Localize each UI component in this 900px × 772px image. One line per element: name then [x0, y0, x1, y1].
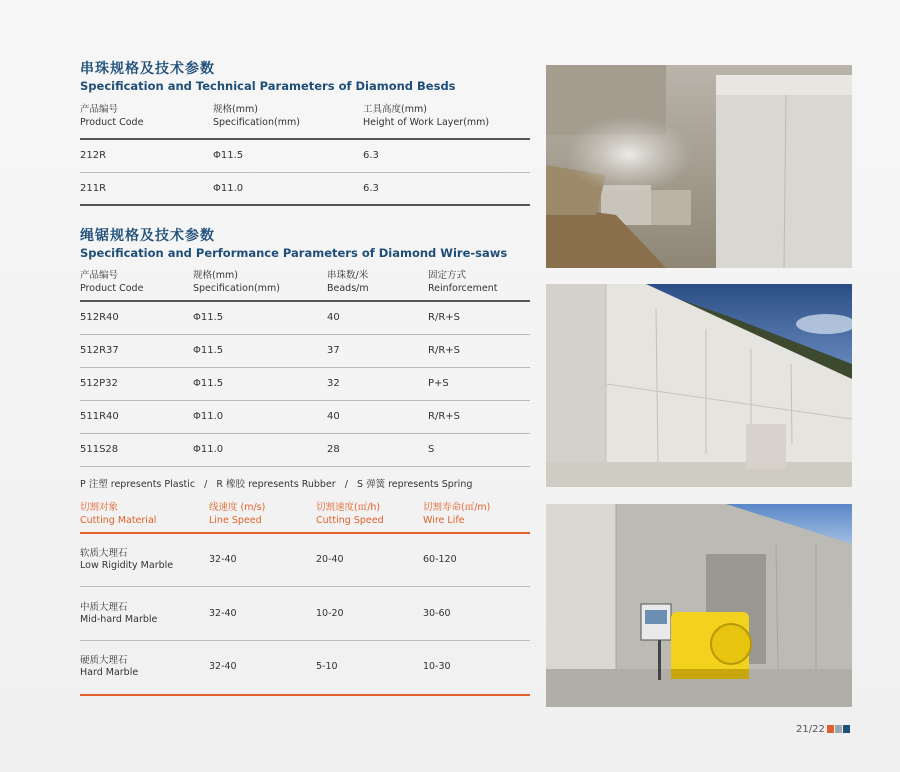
page-marker-blue	[843, 725, 850, 733]
header-cutting-material	[80, 501, 209, 533]
table-row	[80, 172, 530, 205]
table-cell: 32-40	[209, 553, 237, 565]
header-product-code	[80, 269, 193, 301]
material-name-en: Mid-hard Marble	[80, 613, 158, 625]
cutting-performance-table	[80, 501, 530, 696]
table-cell: 512P32	[80, 378, 118, 389]
table-cell: Φ11.5	[213, 150, 244, 162]
table-row	[80, 587, 530, 641]
wire-saw-machine-image	[546, 504, 852, 707]
header-label-en: Specification(mm)	[193, 283, 280, 294]
header-label-cn: 产品编号	[80, 104, 119, 115]
header-label-cn: 切割对象	[80, 501, 119, 513]
wiresaws-section-title-cn: 绳锯规格及技术参数	[80, 228, 215, 244]
table-cell: 512R37	[80, 345, 119, 356]
header-reinforcement	[428, 269, 530, 301]
table-cell: P+S	[428, 378, 449, 389]
table-cell: 211R	[80, 182, 107, 194]
table-cell: 511R40	[80, 411, 119, 422]
header-label-cn: 固定方式	[428, 270, 467, 281]
table-cell: 10-30	[423, 661, 451, 673]
header-label-en: Beads/m	[327, 283, 369, 294]
table-cell: 32	[327, 378, 340, 389]
header-beads-per-meter	[327, 269, 428, 301]
beads-section-title-cn: 串珠规格及技术参数	[80, 61, 215, 77]
header-label-en: Height of Work Layer(mm)	[363, 117, 490, 128]
header-label-en: Line Speed	[209, 514, 262, 526]
left-column	[80, 60, 530, 696]
material-name-en: Low Rigidity Marble	[80, 559, 174, 571]
header-label-en: Product Code	[80, 117, 144, 128]
table-cell: 20-40	[316, 553, 344, 565]
table-cell: 6.3	[363, 182, 379, 194]
header-specification	[193, 269, 327, 301]
quarry-cutting-image	[546, 65, 852, 268]
page-number: 21/22	[796, 724, 825, 735]
header-label-cn: 串珠数/米	[327, 270, 369, 281]
table-cell: R/R+S	[428, 312, 460, 324]
table-cell: R/R+S	[428, 345, 460, 356]
material-name-cn: 中质大理石	[80, 601, 128, 613]
material-name-en: Hard Marble	[80, 667, 139, 679]
header-label-cn: 线速度 (m/s)	[209, 501, 266, 513]
table-row	[80, 334, 530, 367]
beads-spec-table	[80, 103, 530, 206]
table-cell: Φ11.0	[193, 411, 224, 422]
header-label-en: Specification(mm)	[213, 117, 300, 128]
table-cell: 40	[327, 312, 340, 324]
material-cell	[80, 641, 209, 695]
table-cell: Φ11.5	[193, 312, 224, 324]
header-cutting-speed	[316, 501, 423, 533]
table-cell: 212R	[80, 150, 107, 162]
table-cell: 60-120	[423, 553, 457, 565]
header-wire-life	[423, 501, 530, 533]
page-marker-gray	[835, 725, 842, 733]
table-cell: 6.3	[363, 150, 379, 162]
table-cell: Φ11.0	[193, 444, 224, 455]
quarry-cutting-photo	[546, 65, 852, 268]
material-name-cn: 软质大理石	[80, 547, 128, 559]
table-row	[80, 139, 530, 172]
material-name-cn: 硬质大理石	[80, 655, 128, 667]
header-label-en: Cutting Speed	[316, 514, 384, 526]
header-label-cn: 规格(mm)	[213, 104, 258, 115]
table-row	[80, 641, 530, 695]
header-work-layer-height	[363, 103, 530, 139]
beads-section-title-en: Specification and Technical Parameters of Diamond Besds	[80, 79, 456, 93]
table-header-row	[80, 269, 530, 301]
table-cell: 30-60	[423, 607, 451, 619]
header-label-en: Wire Life	[423, 514, 465, 526]
table-cell: 32-40	[209, 661, 237, 673]
table-row	[80, 400, 530, 433]
header-label-en: Cutting Material	[80, 514, 157, 526]
wiresaws-section-title-en: Specification and Performance Parameters of Diamond Wire-saws	[80, 246, 508, 260]
header-label-cn: 规格(mm)	[193, 270, 238, 281]
table-row	[80, 301, 530, 334]
table-cell: 10-20	[316, 607, 344, 619]
table-cell: 28	[327, 444, 340, 455]
table-header-row	[80, 501, 530, 533]
table-cell: Φ11.0	[213, 182, 244, 194]
header-product-code	[80, 103, 213, 139]
table-cell: Φ11.5	[193, 378, 224, 389]
table-row	[80, 533, 530, 587]
table-cell: 32-40	[209, 607, 237, 619]
table-cell: Φ11.5	[193, 345, 224, 356]
header-label-cn: 工具高度(mm)	[363, 104, 427, 115]
reinforcement-legend-note: P 注塑 represents Plastic / R 橡胶 represents Rubber / S 弹簧 represents Spring	[80, 478, 473, 490]
table-cell: 37	[327, 345, 340, 356]
wire-saw-machine-photo	[546, 504, 852, 707]
header-specification	[213, 103, 363, 139]
table-row	[80, 433, 530, 466]
wiresaws-spec-table	[80, 269, 530, 467]
table-cell: R/R+S	[428, 411, 460, 422]
page-marker-orange	[827, 725, 834, 733]
table-cell: 40	[327, 411, 340, 422]
material-cell	[80, 587, 209, 641]
header-label-en: Product Code	[80, 283, 144, 294]
table-cell: S	[428, 444, 435, 455]
table-cell: 5-10	[316, 661, 338, 673]
header-label-en: Reinforcement	[428, 283, 498, 294]
quarry-terraces-photo	[546, 284, 852, 487]
table-row	[80, 367, 530, 400]
table-cell: 512R40	[80, 312, 119, 324]
material-cell	[80, 533, 209, 587]
table-cell: 511S28	[80, 444, 119, 455]
header-label-cn: 产品编号	[80, 270, 119, 281]
header-label-cn: 切割速度(㎡/h)	[316, 501, 381, 513]
quarry-terraces-image	[546, 284, 852, 487]
table-header-row	[80, 103, 530, 139]
header-label-cn: 切割寿命(㎡/m)	[423, 501, 491, 513]
header-line-speed	[209, 501, 316, 533]
